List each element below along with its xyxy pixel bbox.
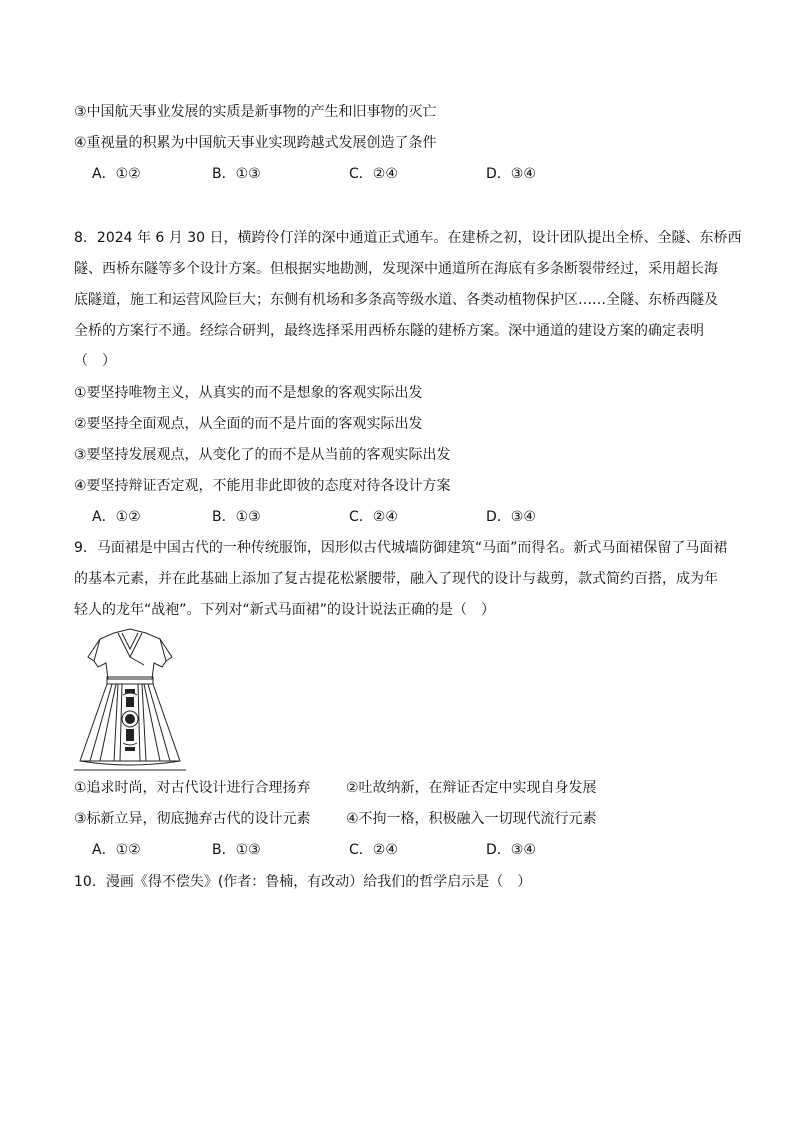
q7-item-3: ③中国航天事业发展的实质是新事物的产生和旧事物的灭亡 [74, 104, 437, 120]
q9-item-2: ②吐故纳新，在辩证否定中实现自身发展 [346, 780, 597, 796]
q10-stem: 10．漫画《得不偿失》(作者：鲁楠，有改动）给我们的哲学启示是（ ） [74, 874, 532, 890]
q7-option-b[interactable]: B．①③ [212, 166, 261, 182]
q8-item-2: ②要坚持全面观点，从全面的而不是片面的客观实际出发 [74, 416, 423, 432]
q9-item-4: ④不拘一格，积极融入一切现代流行元素 [346, 811, 597, 827]
q9-option-a[interactable]: A．①② [92, 842, 141, 858]
q7-item-4: ④重视量的积累为中国航天事业实现跨越式发展创造了条件 [74, 135, 437, 151]
q9-items-row-2 [74, 809, 754, 829]
q8-option-d[interactable]: D．③④ [486, 509, 536, 525]
q9-stem-line-2: 的基本元素，并在此基础上添加了复古提花松紧腰带，融入了现代的设计与裁剪，款式简约百搭，成为年 [74, 571, 718, 587]
q7-option-d[interactable]: D．③④ [486, 166, 536, 182]
q8-option-c[interactable]: C．②④ [349, 509, 398, 525]
q7-option-c[interactable]: C．②④ [349, 166, 398, 182]
q9-stem-line-1: 9．马面裙是中国古代的一种传统服饰，因形似古代城墙防御建筑“马面”而得名。新式马面裙保留了马面裙 [74, 540, 728, 556]
q9-items-row-1 [74, 778, 754, 798]
q8-stem-line-2: 隧、西桥东隧等多个设计方案。但根据实地勘测，发现深中通道所在海底有多条断裂带经过，采用超长海 [74, 261, 718, 277]
q8-stem-line-1: 8．2024 年 6 月 30 日，横跨伶仃洋的深中通道正式通车。在建桥之初，设计团队提出全桥、全隧、东桥西 [74, 230, 742, 246]
q9-item-3: ③标新立异，彻底抛弃古代的设计元素 [74, 811, 311, 827]
q8-item-3: ③要坚持发展观点，从变化了的而不是从当前的客观实际出发 [74, 447, 451, 463]
q7-option-a[interactable]: A．①② [92, 166, 141, 182]
q9-stem-line-3: 轻人的龙年“战袍”。下列对“新式马面裙”的设计说法正确的是（ ） [74, 602, 496, 618]
q8-answer-blank: （ ） [74, 353, 116, 369]
q8-item-1: ①要坚持唯物主义，从真实的而不是想象的客观实际出发 [74, 385, 423, 401]
q9-option-d[interactable]: D．③④ [486, 842, 536, 858]
q8-option-b[interactable]: B．①③ [212, 509, 261, 525]
q8-option-a[interactable]: A．①② [92, 509, 141, 525]
q8-item-4: ④要坚持辩证否定观，不能用非此即彼的态度对待各设计方案 [74, 478, 451, 494]
mamian-skirt-illustration [74, 627, 186, 771]
q8-stem-line-3: 底隧道，施工和运营风险巨大；东侧有机场和多条高等级水道、各类动植物保护区……全隧、东桥西隧及 [74, 292, 718, 308]
q9-item-1: ①追求时尚，对古代设计进行合理扬弃 [74, 780, 311, 796]
q9-option-c[interactable]: C．②④ [349, 842, 398, 858]
q8-stem-line-4: 全桥的方案行不通。经综合研判，最终选择采用西桥东隧的建桥方案。深中通道的建设方案的确定表明 [74, 323, 704, 339]
q9-option-b[interactable]: B．①③ [212, 842, 261, 858]
